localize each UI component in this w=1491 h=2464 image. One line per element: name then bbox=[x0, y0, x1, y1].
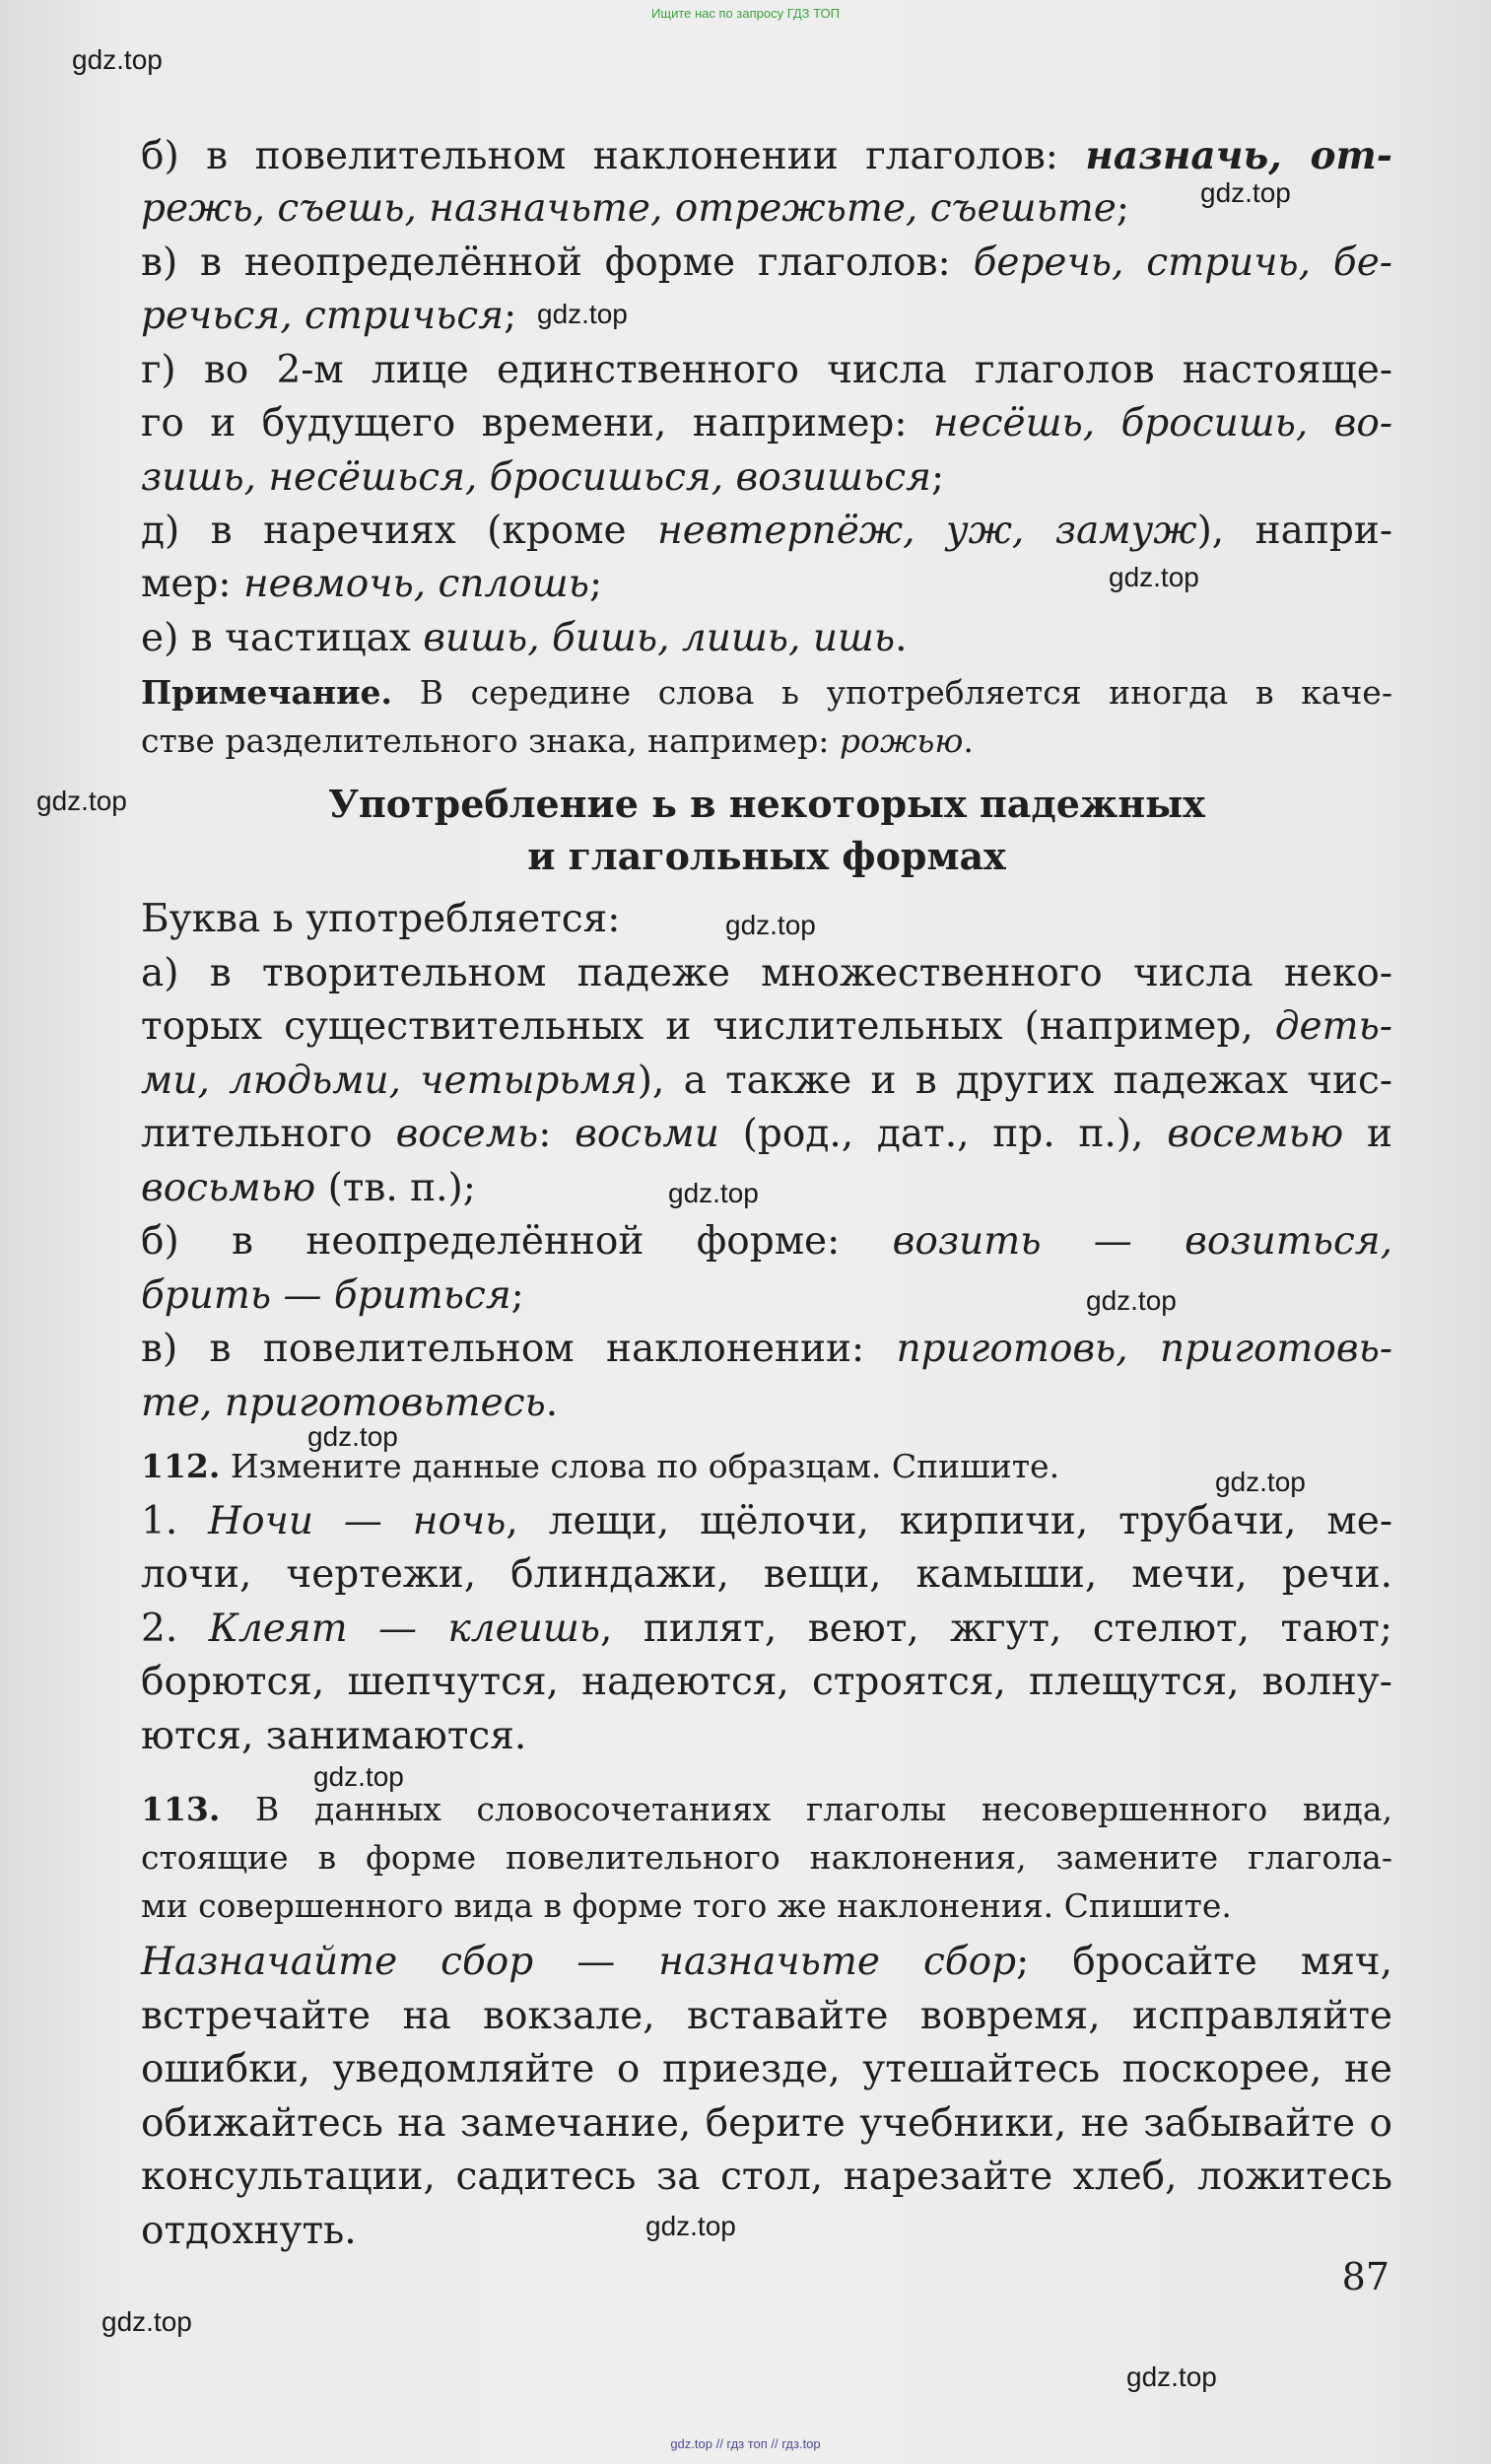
exercise-line: встречайте на вокзале, вставайте вовремя, исправляйте bbox=[141, 1994, 1392, 2038]
text: г) во 2-м лице единственного числа глаголов настояще- bbox=[141, 348, 1392, 392]
example: рожью bbox=[839, 721, 964, 760]
text: 1. bbox=[141, 1499, 178, 1543]
example: восемью bbox=[1167, 1112, 1344, 1156]
rule-line bbox=[141, 1378, 1392, 1429]
text: ; bbox=[588, 562, 603, 606]
rule-line bbox=[141, 559, 1392, 610]
example: приготовь, приготовь- bbox=[896, 1327, 1393, 1371]
rule-line bbox=[141, 506, 1392, 557]
text: б) в повелительном наклонении глаголов: bbox=[141, 134, 1058, 178]
example: назначь, от- bbox=[1085, 133, 1392, 178]
watermark: gdz.top bbox=[1086, 1285, 1177, 1316]
text: и bbox=[1366, 1112, 1392, 1156]
watermark: gdz.top bbox=[1215, 1467, 1306, 1497]
watermark: gdz.top bbox=[1200, 177, 1291, 208]
rule-line bbox=[141, 238, 1392, 289]
rule-line bbox=[141, 1056, 1392, 1107]
rule-line bbox=[141, 948, 1392, 999]
rule-line bbox=[141, 1270, 1392, 1322]
text: а) в творительном падеже множественного числа неко- bbox=[141, 951, 1392, 995]
section-heading: и глагольных формах bbox=[527, 834, 1006, 878]
rule-line bbox=[141, 183, 1392, 235]
text: 2. bbox=[141, 1607, 178, 1651]
text: . bbox=[545, 1381, 559, 1425]
exercise-line: лочи, чертежи, блиндажи, вещи, камыши, мечи, речи. bbox=[141, 1552, 1392, 1597]
text: е) в частицах bbox=[141, 616, 411, 660]
text: лительного bbox=[141, 1112, 373, 1156]
text: , пилят, веют, жгут, стелют, тают; bbox=[600, 1607, 1392, 1651]
example: невмочь, сплошь bbox=[242, 562, 589, 606]
note-line bbox=[141, 716, 1392, 767]
text: го и будущего времени, например: bbox=[141, 401, 908, 445]
watermark: gdz.top bbox=[72, 44, 163, 75]
rule-line bbox=[141, 130, 1392, 182]
note-line bbox=[141, 667, 1392, 719]
text: ; bbox=[1116, 186, 1130, 231]
text: б) в неопределённой форме: bbox=[141, 1219, 841, 1264]
example: Назначайте сбор — назначьте сбор bbox=[141, 1940, 1017, 1984]
watermark: gdz.top bbox=[1109, 562, 1199, 592]
text: ; bbox=[930, 455, 945, 500]
exercise-line: борются, шепчутся, надеются, строятся, плещутся, волну- bbox=[141, 1660, 1392, 1704]
text: в) в неопределённой форме глаголов: bbox=[141, 240, 951, 285]
rule-line bbox=[141, 452, 1392, 504]
text: ; бросайте мяч, bbox=[1016, 1940, 1392, 1984]
example: деть- bbox=[1274, 1004, 1392, 1049]
text: . bbox=[895, 616, 908, 660]
example: возить — возиться, bbox=[892, 1219, 1393, 1264]
section-heading: Употребление ь в некоторых падежных bbox=[328, 782, 1205, 826]
text: : bbox=[538, 1112, 552, 1156]
exercise-line: обижайтесь на замечание, берите учебники, не забывайте о bbox=[141, 2101, 1392, 2146]
example: те, приготовьтесь bbox=[141, 1381, 546, 1425]
header-note: Ищите нас по запросу ГДЗ ТОП bbox=[651, 6, 840, 21]
example: невтерпёж, уж, замуж bbox=[657, 509, 1197, 553]
exercise-line: отдохнуть. bbox=[141, 2209, 357, 2253]
text: торых существительных и числительных (например, bbox=[141, 1004, 1254, 1049]
exercise-line: ются, занимаются. bbox=[141, 1714, 527, 1758]
rule-line bbox=[141, 1324, 1392, 1375]
watermark: gdz.top bbox=[36, 786, 127, 816]
watermark: gdz.top bbox=[668, 1178, 759, 1208]
rule-line bbox=[141, 613, 1392, 664]
text: в) в повелительном наклонении: bbox=[141, 1327, 865, 1371]
rule-line bbox=[141, 1216, 1392, 1267]
example: Ночи — ночь bbox=[208, 1499, 507, 1543]
exercise-112-task bbox=[141, 1441, 1392, 1492]
watermark: gdz.top bbox=[645, 2211, 736, 2241]
exercise-113-task bbox=[141, 1784, 1392, 1835]
example: несёшь, бросишь, во- bbox=[932, 401, 1392, 445]
watermark: gdz.top bbox=[313, 1761, 404, 1792]
rule-line bbox=[141, 345, 1392, 396]
text: д) в наречиях (кроме bbox=[141, 509, 627, 553]
rule-line bbox=[141, 1001, 1392, 1053]
text: (тв. п.); bbox=[327, 1166, 476, 1210]
note-label: Примечание. bbox=[141, 673, 393, 712]
text: В данных словосочетаниях глаголы несовершенного вида, bbox=[255, 1790, 1392, 1828]
exercise-number: 112. bbox=[141, 1447, 221, 1485]
exercise-113-task: ми совершенного вида в форме того же наклонения. Спишите. bbox=[141, 1886, 1232, 1925]
text: (род., дат., пр. п.), bbox=[742, 1112, 1144, 1156]
example: Клеят — клеишь bbox=[208, 1607, 601, 1651]
example: вишь, бишь, лишь, ишь bbox=[423, 616, 896, 660]
text: Измените данные слова по образцам. Спишите. bbox=[230, 1447, 1060, 1485]
page-number: 87 bbox=[1341, 2255, 1389, 2298]
text: ; bbox=[510, 1273, 524, 1318]
watermark: gdz.top bbox=[307, 1421, 398, 1452]
watermark: gdz.top bbox=[537, 299, 628, 329]
text: , лещи, щёлочи, кирпичи, трубачи, ме- bbox=[506, 1499, 1392, 1543]
example: речься, стричься bbox=[141, 294, 505, 338]
rule-line bbox=[141, 291, 1392, 342]
example: брить — бриться bbox=[141, 1273, 511, 1318]
text: стве разделительного знака, например: bbox=[141, 721, 830, 760]
example: беречь, стричь, бе- bbox=[973, 240, 1392, 285]
text: В середине слова ь употребляется иногда в каче- bbox=[419, 673, 1392, 712]
example: восемь bbox=[395, 1112, 539, 1156]
example: ми, людьми, четырьмя bbox=[141, 1059, 638, 1103]
text: мер: bbox=[141, 562, 232, 606]
rule-line bbox=[141, 1109, 1392, 1160]
text: . bbox=[963, 721, 974, 760]
exercise-line bbox=[141, 1604, 1392, 1655]
text: ), напри- bbox=[1196, 509, 1393, 553]
exercise-line: консультации, садитесь за стол, нарезайте хлеб, ложитесь bbox=[141, 2155, 1392, 2199]
watermark: gdz.top bbox=[1126, 2361, 1217, 2392]
rule-line bbox=[141, 398, 1392, 449]
text: ), а также и в других падежах чис- bbox=[637, 1059, 1393, 1103]
footer-note: gdz.top // гдз топ // гдз.top bbox=[670, 2436, 821, 2451]
exercise-113-task: стоящие в форме повелительного наклонения, замените глагола- bbox=[141, 1838, 1392, 1877]
example: зишь, несёшься, бросишься, возишься bbox=[141, 455, 931, 500]
text: ; bbox=[504, 294, 517, 338]
example: восьми bbox=[575, 1112, 719, 1156]
rule-line bbox=[141, 1163, 1392, 1214]
example: режь, съешь, назначьте, отрежьте, съешьте bbox=[141, 186, 1117, 231]
intro-line: Буква ь употребляется: bbox=[141, 897, 621, 941]
watermark: gdz.top bbox=[725, 910, 816, 940]
exercise-line bbox=[141, 1937, 1392, 1988]
exercise-line bbox=[141, 1496, 1392, 1547]
exercise-line: ошибки, уведомляйте о приезде, утешайтесь поскорее, не bbox=[141, 2047, 1392, 2091]
exercise-number: 113. bbox=[141, 1790, 221, 1828]
example: восьмью bbox=[141, 1166, 316, 1210]
watermark: gdz.top bbox=[102, 2306, 192, 2337]
